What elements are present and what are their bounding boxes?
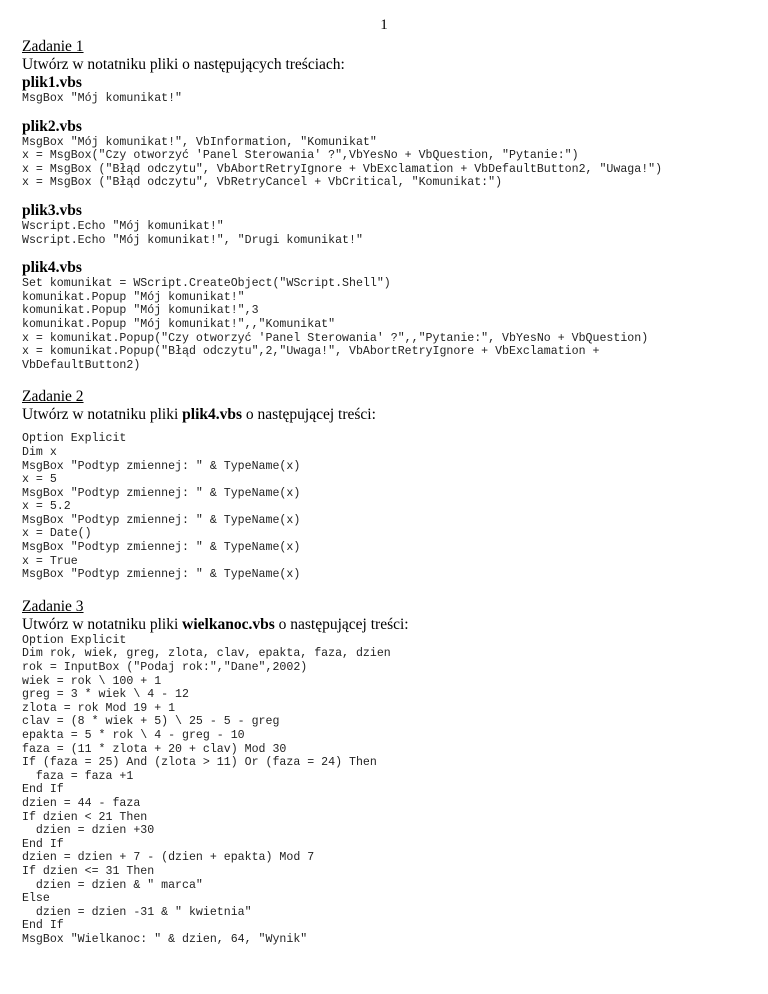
code-block-plik4: Set komunikat = WScript.CreateObject("WScript.Shell") komunikat.Popup "Mój komunikat!" komunikat.Popup "Mój komunikat!",3 komunikat.Popup "Mój komunikat!",,"Komunikat" x = komunikat.Popup("Czy otworzyć 'Panel Sterowania' ?",,"Pytanie:", VbYesNo + VbQuestion) x = komunikat.Popup("Błąd odczytu",2,"Uwaga!", VbAbortRetryIgnore + VbExclamation + VbDefaultButton2) xyxy=(22,277,649,372)
task-2-heading: Zadanie 2 xyxy=(22,388,84,406)
document-body xyxy=(22,38,762,947)
task-2-instruction xyxy=(22,406,762,424)
task-3-heading: Zadanie 3 xyxy=(22,597,84,615)
task-2 xyxy=(22,388,762,582)
code-block-plik2: MsgBox "Mój komunikat!", VbInformation, "Komunikat" x = MsgBox("Czy otworzyć 'Panel Sterowania' ?",VbYesNo + VbQuestion, "Pytanie:") x = MsgBox ("Błąd odczytu", VbAbortRetryIgnore + VbExclamation + VbDefaultButton2, "Uwaga!") x = MsgBox ("Błąd odczytu", VbRetryCancel + VbCritical, "Komunikat:") xyxy=(22,135,663,190)
file-name-plik2: plik2.vbs xyxy=(22,117,82,135)
task-3-instruction-text: Utwórz w notatniku pliki xyxy=(22,615,183,633)
task-1-heading: Zadanie 1 xyxy=(22,38,84,55)
code-block-plik3: Wscript.Echo "Mój komunikat!" Wscript.Echo "Mój komunikat!", "Drugi komunikat!" xyxy=(22,219,363,247)
file-name-plik1: plik1.vbs xyxy=(22,74,82,91)
task-2-instruction-text: Utwórz w notatniku pliki xyxy=(22,406,183,424)
file-name-plik4: plik4.vbs xyxy=(22,259,82,277)
task-2-file-name: plik4.vbs xyxy=(182,406,243,424)
task-3-instruction-suffix: o następującej treści: xyxy=(274,615,409,633)
task-1-instruction: Utwórz w notatniku pliki o następujących treściach: xyxy=(22,56,345,73)
task-2-instruction-suffix: o następującej treści: xyxy=(242,406,376,424)
task-3-instruction xyxy=(22,616,762,634)
code-block-task-2: Option Explicit Dim x MsgBox "Podtyp zmiennej: " & TypeName(x) x = 5 MsgBox "Podtyp zmiennej: " & TypeName(x) x = 5.2 MsgBox "Podtyp zmiennej: " & TypeName(x) x = Date() MsgBox "Podtyp zmiennej: " & TypeName(x) x = True MsgBox "Podtyp zmiennej: " & TypeName(x) xyxy=(22,432,301,582)
file-name-plik3: plik3.vbs xyxy=(22,201,82,219)
code-block-plik1: MsgBox "Mój komunikat!" xyxy=(22,92,183,105)
task-3-file-name: wielkanoc.vbs xyxy=(182,615,275,633)
task-1 xyxy=(22,38,762,372)
task-3 xyxy=(22,598,762,947)
page-number: 1 xyxy=(380,17,388,33)
code-block-task-3: Option Explicit Dim rok, wiek, greg, zlota, clav, epakta, faza, dzien rok = InputBox ("Podaj rok:","Dane",2002) wiek = rok \ 100 + 1 greg = 3 * wiek \ 4 - 12 zlota = rok Mod 19 + 1 clav = (8 * wiek + 5) \ 25 - 5 - greg epakta = 5 * rok \ 4 - greg - 10 faza = (11 * zlota + 20 + clav) Mod 30 If (faza = 25) And (zlota > 11) Or (faza = 24) Then faza = faza +1 End If dzien = 44 - faza If dzien < 21 Then dzien = dzien +30 End If dzien = dzien + 7 - (dzien + epakta) Mod 7 If dzien <= 31 Then dzien = dzien & " marca" Else dzien = dzien -31 & " kwietnia" End If MsgBox "Wielkanoc: " & dzien, 64, "Wynik" xyxy=(22,633,391,946)
